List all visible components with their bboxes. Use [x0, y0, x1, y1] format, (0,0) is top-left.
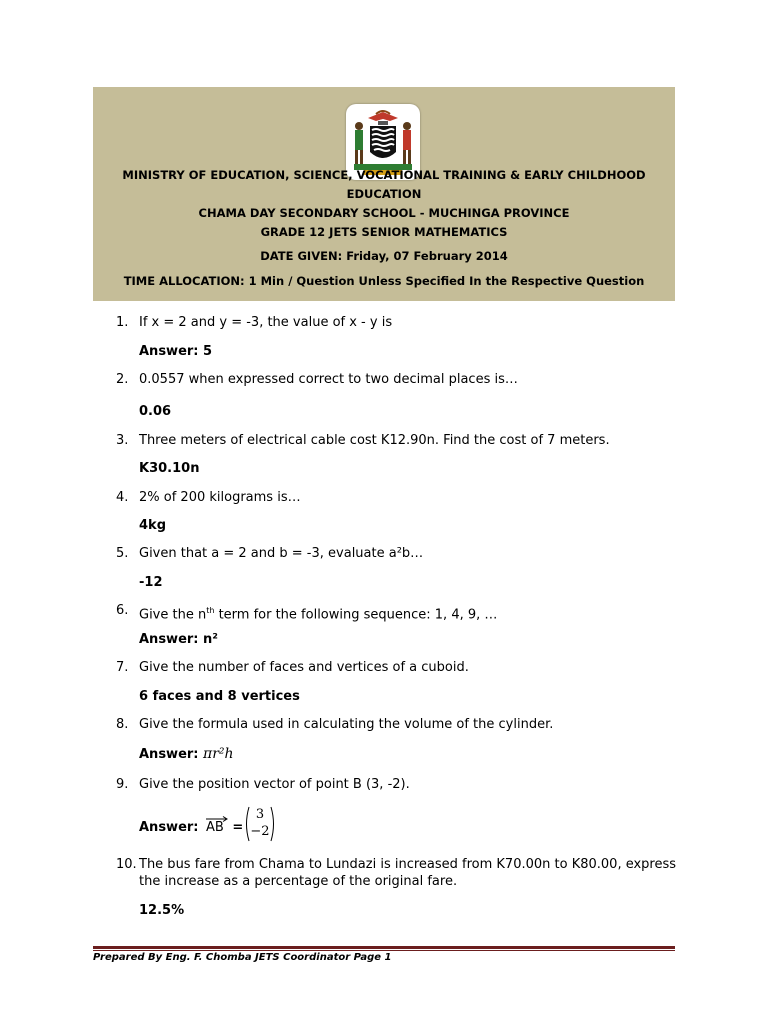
question-number: 10. [116, 857, 137, 872]
answer-4: 4kg [139, 518, 166, 533]
question-text: Give the number of faces and vertices of a cuboid. [139, 660, 469, 675]
footer-text: Prepared By Eng. F. Chomba JETS Coordinator Page 1 [93, 952, 392, 963]
vector-label: AB [206, 819, 224, 836]
ministry-title: MINISTRY OF EDUCATION, SCIENCE, VOCATIONAL TRAINING & EARLY CHILDHOOD [122, 168, 646, 182]
equals-sign: = [232, 820, 244, 835]
time-allocation: TIME ALLOCATION: 1 Min / Question Unless Specified In the Respective Question [123, 274, 645, 288]
date-given: DATE GIVEN: Friday, 07 February 2014 [260, 249, 508, 263]
ministry-title-cont: EDUCATION [346, 187, 422, 201]
question-text: Give the position vector of point B (3, -2). [139, 777, 410, 792]
question-text: 0.0557 when expressed correct to two decimal places is… [139, 372, 518, 387]
footer-rule-thin [93, 950, 675, 951]
answer-label: Answer: [139, 747, 199, 762]
school-name: CHAMA DAY SECONDARY SCHOOL - MUCHINGA PROVINCE [198, 206, 570, 220]
question-text-line-1: The bus fare from Chama to Lundazi is increased from K70.00n to K80.00, express [139, 857, 677, 872]
vector-bottom: −2 [250, 824, 270, 839]
question-text: Give the formula used in calculating the volume of the cylinder. [139, 717, 554, 732]
question-number: 2. [116, 372, 129, 387]
answer-5: -12 [139, 575, 163, 590]
answer-1: Answer: 5 [139, 344, 213, 359]
question-text: If x = 2 and y = -3, the value of x - y is [139, 315, 393, 330]
answer-10: 12.5% [139, 903, 185, 918]
answer-6: Answer: n² [139, 632, 218, 647]
question-text: Give the $n^{th}$ term for the following sequence: 1, 4, 9, … [139, 606, 498, 623]
footer-rule [93, 946, 675, 949]
question-number: 8. [116, 717, 129, 732]
answer-8 [139, 746, 234, 763]
question-number: 1. [116, 315, 129, 330]
question-text: Given that a = 2 and b = -3, evaluate a²b… [139, 546, 424, 561]
question-number: 3. [116, 433, 129, 448]
question-number: 4. [116, 490, 129, 505]
vector-top: 3 [255, 807, 265, 822]
question-text-line-2: the increase as a percentage of the original fare. [139, 874, 458, 889]
question-number: 6. [116, 603, 129, 618]
question-text: 2% of 200 kilograms is… [139, 490, 301, 505]
answer-7: 6 faces and 8 vertices [139, 689, 300, 704]
vector-arrow-icon [206, 816, 228, 822]
answer-label: Answer: [139, 820, 199, 835]
question-number: 5. [116, 546, 129, 561]
answer-3: K30.10n [139, 461, 200, 476]
cylinder-volume-formula: πr²h [203, 746, 234, 762]
question-number: 9. [116, 777, 129, 792]
column-vector [243, 805, 277, 843]
exam-title: GRADE 12 JETS SENIOR MATHEMATICS [260, 225, 508, 239]
header-banner [93, 87, 675, 301]
answer-9 [139, 819, 243, 836]
question-number: 7. [116, 660, 129, 675]
question-text: Three meters of electrical cable cost K12.90n. Find the cost of 7 meters. [139, 433, 610, 448]
answer-2: 0.06 [139, 404, 172, 419]
